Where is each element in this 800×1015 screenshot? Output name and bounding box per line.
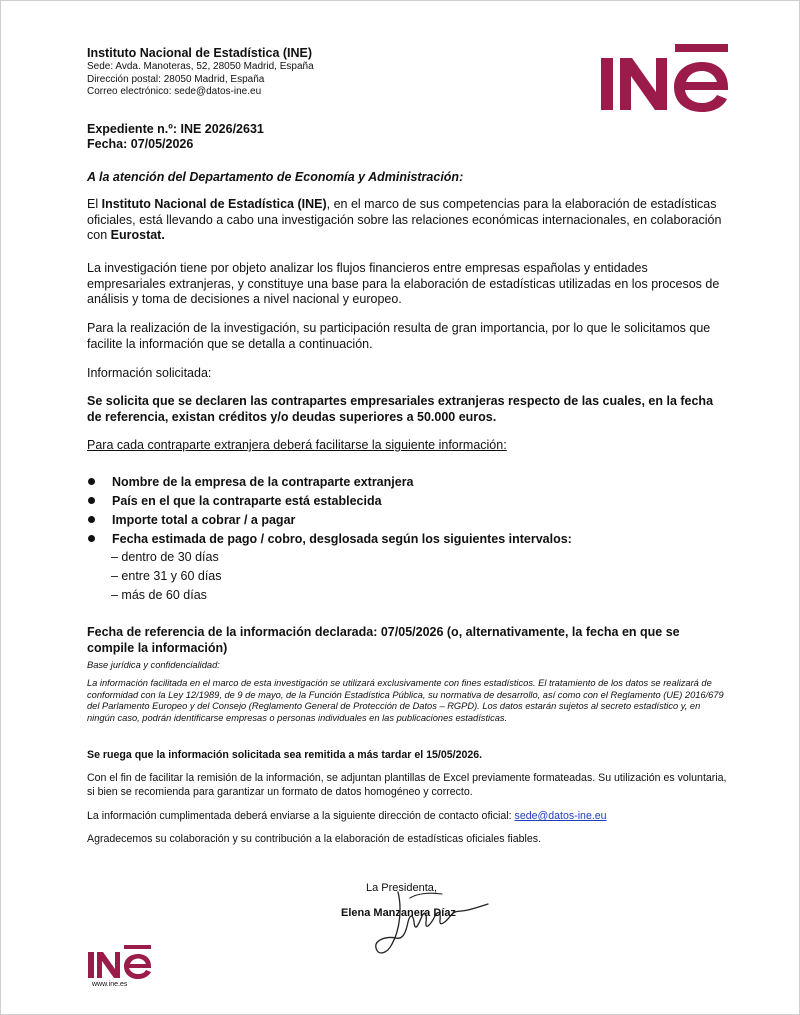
interval-item: – más de 60 días — [111, 588, 207, 602]
legal-basis-title: Base jurídica y confidencialidad: — [87, 660, 220, 670]
sender-postal-line: Dirección postal: 28050 Madrid, España — [87, 73, 265, 85]
file-number: Expediente n.º: INE 2026/2631 — [87, 122, 264, 136]
list-item-text: Fecha estimada de pago / cobro, desglosada según los siguientes intervalos: — [112, 531, 572, 546]
thanks-line: Agradecemos su colaboración y su contribución a la elaboración de estadísticas oficiales fiables. — [87, 833, 542, 845]
bullet-icon — [88, 535, 95, 542]
attention-line: A la atención del Departamento de Economía y Administración: — [87, 170, 464, 184]
intro-org-name: Instituto Nacional de Estadística (INE) — [101, 197, 327, 211]
legal-basis-text: La información facilitada en el marco de esta investigación se utilizará exclusivamente con fines estadísticos. El tratamiento de los datos se realizará de conformidad con la Ley 12/1989, de 9 de mayo, de la Función Estadística Pública, su normativa de desarrollo, así como con el Reglamento (UE) 2016/679 del Parlamento Europeo y del Consejo (Reglamento General de Protección de Datos – RGPD). Los datos estarán sujetos al secreto estadístico y, en ningún caso, podrán identificarse empresas o personas individuales en las publicaciones estadísticas. — [87, 678, 724, 723]
ine-logo — [598, 44, 730, 116]
list-item — [87, 529, 727, 548]
templates-note: Con el fin de facilitar la remisión de la información, se adjuntan plantillas de Excel previamente formateadas. Su utilización es voluntaria, si bien se recomienda para garantizar un formato de datos homogéneo y correcto. — [87, 772, 727, 798]
website-link[interactable]: www.ine.es — [92, 981, 128, 988]
participation-paragraph: Para la realización de la investigación, su participación resulta de gran importancia, por lo que le solicitamos que facilite la información que se detalla a continuación. — [87, 321, 711, 351]
reference-date-statement: Fecha de referencia de la información declarada: 07/05/2026 (o, alternativamente, la fecha en que se compile la información) — [87, 625, 680, 655]
list-intro: Para cada contraparte extranjera deberá facilitarse la siguiente información: — [87, 438, 507, 452]
intro-partner-name: Eurostat. — [110, 228, 165, 242]
purpose-paragraph: La investigación tiene por objeto analizar los flujos financieros entre empresas españolas y entidades empresariales extranjeras, y constituye una base para la elaboración de estadísticas utilizadas en los procesos de análisis y toma de decisiones a nivel nacional y europeo. — [87, 261, 720, 306]
handwritten-signature — [356, 886, 492, 960]
intro-text-middle: , en el marco de sus competencias para la elaboración de estadísticas oficiales, está llevando a cabo una investigación sobre las relaciones económicas internacionales, en colaboración con — [87, 197, 722, 242]
list-item-text: Nombre de la empresa de la contraparte extranjera — [112, 474, 414, 489]
sender-name: Instituto Nacional de Estadística (INE) — [87, 46, 313, 60]
bullet-icon — [88, 478, 95, 485]
list-item — [87, 491, 727, 510]
list-item-text: País en el que la contraparte está establecida — [112, 493, 382, 508]
sender-block — [87, 46, 314, 99]
bullet-icon — [88, 516, 95, 523]
sender-address-line: Sede: Avda. Manoteras, 52, 28050 Madrid, España — [87, 61, 314, 72]
required-info-list — [87, 472, 727, 605]
list-item — [87, 472, 727, 491]
contact-email-link[interactable]: sede@datos-ine.eu — [514, 810, 607, 822]
sender-email-line: Correo electrónico: sede@datos-ine.eu — [87, 86, 262, 98]
footer-ine-logo — [87, 945, 153, 981]
list-item — [87, 510, 727, 529]
reference-block — [87, 122, 264, 152]
signatory-title: La Presidenta, — [366, 882, 437, 894]
bullet-icon — [88, 497, 95, 504]
info-requested-label: Información solicitada: — [87, 366, 212, 380]
contact-line — [87, 809, 727, 823]
interval-item: – entre 31 y 60 días — [111, 569, 222, 583]
request-statement: Se solicita que se declaren las contrapartes empresariales extranjeras respecto de las cuales, en la fecha de referencia, existan créditos y/o deudas superiores a 50.000 euros. — [87, 394, 714, 424]
interval-item: – dentro de 30 días — [111, 550, 219, 564]
intro-paragraph — [87, 197, 727, 244]
contact-text: La información cumplimentada deberá enviarse a la siguiente dirección de contacto oficial: — [87, 810, 515, 822]
deadline-statement: Se ruega que la información solicitada sea remitida a más tardar el 15/05/2026. — [87, 749, 483, 761]
list-item-text: Importe total a cobrar / a pagar — [112, 512, 296, 527]
signatory-name: Elena Manzanera Díaz — [341, 907, 456, 919]
intro-text-start: El — [87, 197, 102, 211]
letter-date: Fecha: 07/05/2026 — [87, 137, 194, 151]
